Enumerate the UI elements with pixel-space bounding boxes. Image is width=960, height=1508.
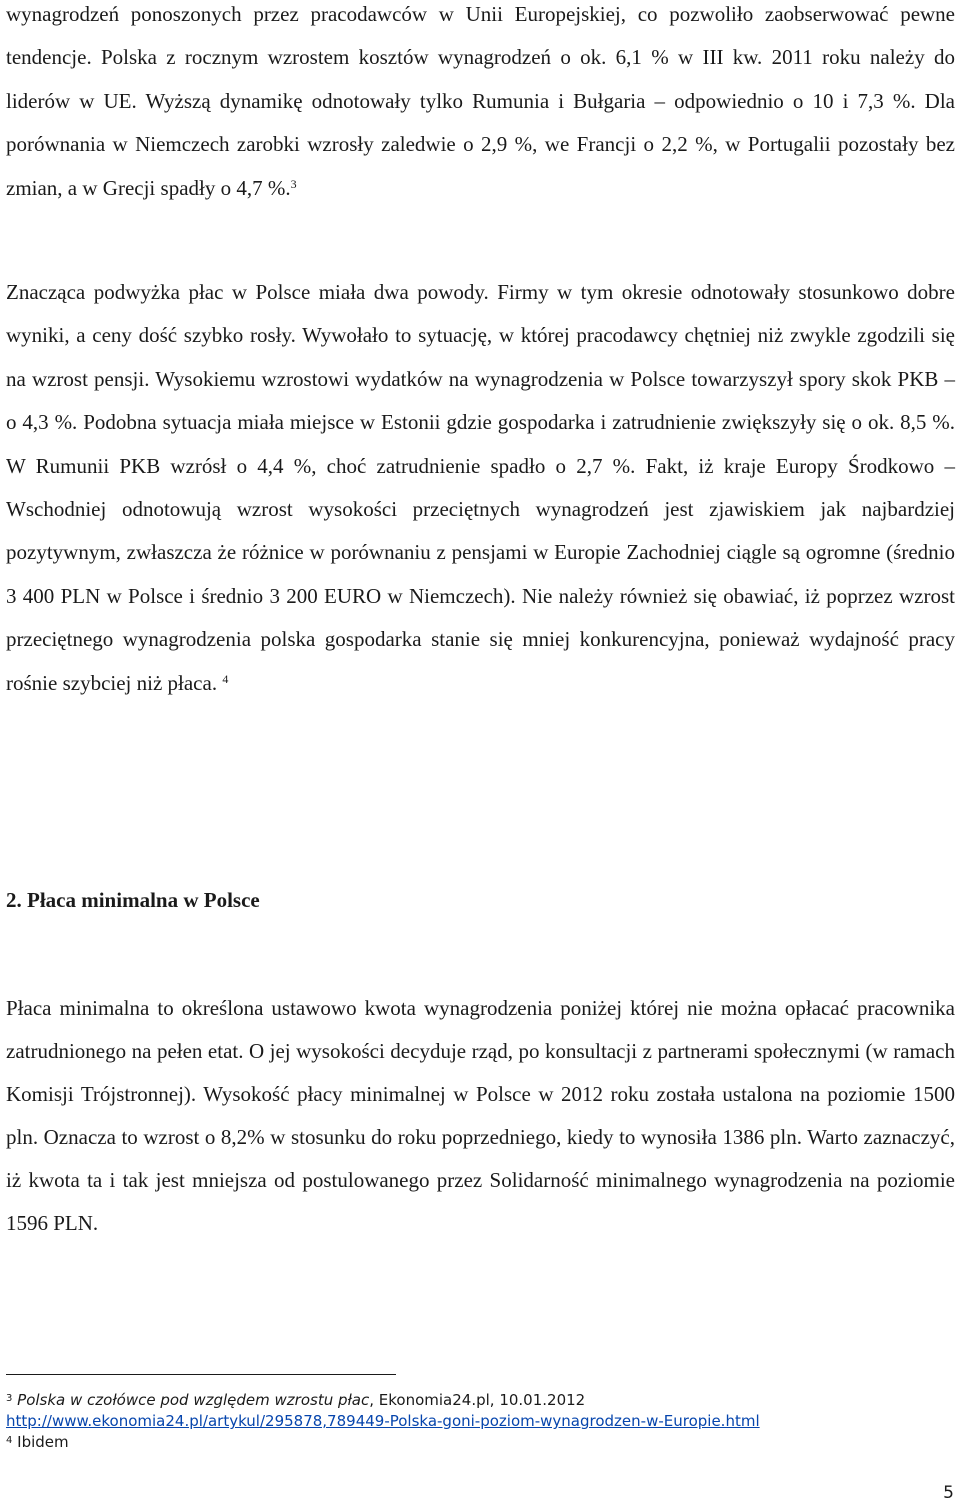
footnote-source-link[interactable]: http://www.ekonomia24.pl/artykul/295878,789449-Polska-goni-poziom-wynagrodzen-w-Europie.html xyxy=(6,1412,760,1430)
paragraph-text: Płaca minimalna to określona ustawowo kwota wynagrodzenia poniżej której nie można opłacać pracownika zatrudnionego na pełen etat. O jej wysokości decyduje rząd, po konsultacji z partnerami społecznymi (w ramach Komisji Trójstronnej). Wysokość płacy minimalnej w Polsce w 2012 roku została ustalona na poziomie 1500 pln. Oznacza to wzrost o 8,2% w stosunku do roku poprzedniego, kiedy to wynosiła 1386 pln. Warto zaznaczyć, iż kwota ta i tak jest mniejsza od postulowanego przez Solidarność minimalnego wynagrodzenia na poziomie 1596 PLN. xyxy=(6,996,955,1236)
footnote-reference-3[interactable]: 3 xyxy=(290,176,297,191)
paragraph-wage-increase-reasons xyxy=(6,271,955,705)
paragraph-text: wynagrodzeń ponoszonych przez pracodawców w Unii Europejskiej, co pozwoliło zaobserwować pewne tendencje. Polska z rocznym wzrostem kosztów wynagrodzeń o ok. 6,1 % w III kw. 2011 roku należy do liderów w UE. Wyższą dynamikę odnotowały tylko Rumunia i Bułgaria – odpowiednio o 10 i 7,3 %. Dla porównania w Niemczech zarobki wzrosły zaledwie o 2,9 %, we Francji o 2,2 %, w Portugalii pozostały bez zmian, a w Grecji spadły o 4,7 %. xyxy=(6,2,955,200)
footnote-reference-4[interactable]: 4 xyxy=(222,671,229,686)
paragraph-text: Znacząca podwyżka płac w Polsce miała dwa powody. Firmy w tym okresie odnotowały stosunkowo dobre wyniki, a ceny dość szybko rosły. Wywołało to sytuację, w której pracodawcy chętniej niż zwykle zgodzili się na wzrost pensji. Wysokiemu wzrostowi wydatków na wynagrodzenia w Polsce towarzyszył spory skok PKB – o 4,3 %. Podobna sytuacja miała miejsce w Estonii gdzie gospodarka i zatrudnienie zwiększyły się o ok. 8,5 %. W Rumunii PKB wzrósł o 4,4 %, choć zatrudnienie spadło o 2,7 %. Fakt, iż kraje Europy Środkowo – Wschodniej odnotowują wzrost wysokości przeciętnych wynagrodzeń jest zjawiskiem jak najbardziej pozytywnym, zwłaszcza że różnice w porównaniu z pensjami w Europie Zachodniej ciągle są ogromne (średnio 3 400 PLN w Polsce i średnio 3 200 EURO w Niemczech). Nie należy również się obawiać, iż poprzez wzrost przeciętnego wynagrodzenia polska gospodarka stanie się mniej konkurencyjna, ponieważ wydajność pracy rośnie szybciej niż płaca. xyxy=(6,280,955,695)
footnote-separator xyxy=(6,1374,396,1375)
footnote-number: 3 xyxy=(6,1393,13,1404)
paragraph-minimum-wage xyxy=(6,987,955,1246)
footnote-4 xyxy=(6,1432,955,1453)
page-number: 5 xyxy=(943,1483,954,1503)
paragraph-wage-growth-eu xyxy=(6,0,955,210)
footnotes xyxy=(6,1390,955,1453)
footnote-source-details: , Ekonomia24.pl, 10.01.2012 xyxy=(369,1391,586,1409)
footnote-3 xyxy=(6,1390,955,1411)
section-heading: 2. Płaca minimalna w Polsce xyxy=(6,888,260,912)
footnote-number: 4 xyxy=(6,1435,13,1446)
footnote-source-title: Polska w czołówce pod względem wzrostu płac xyxy=(17,1391,370,1409)
footnote-text: Ibidem xyxy=(17,1433,69,1451)
